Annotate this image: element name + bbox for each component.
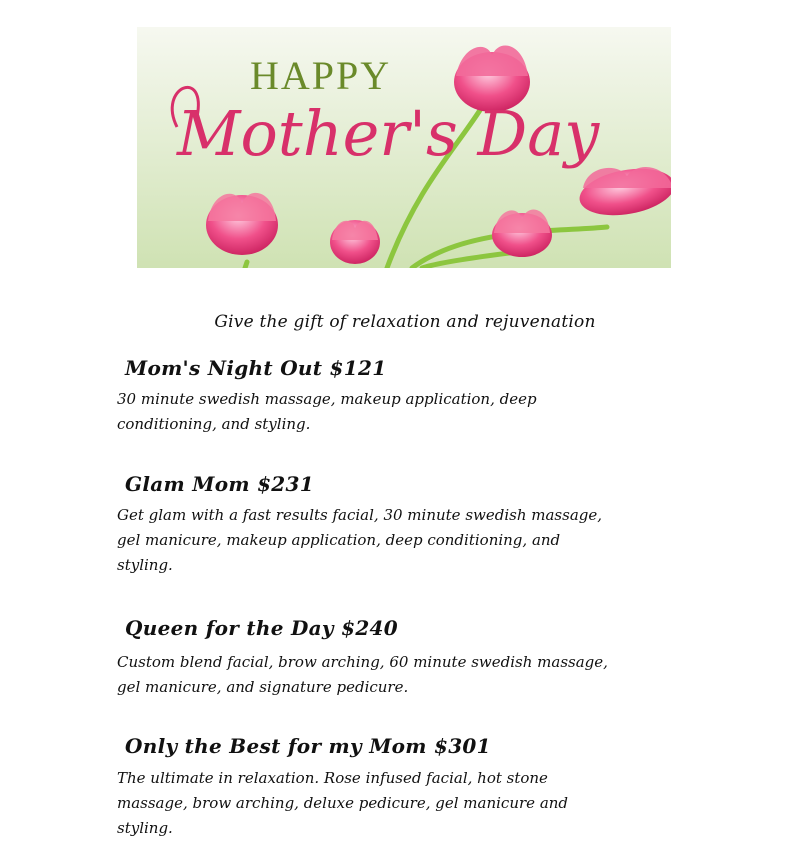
package-description [117, 387, 717, 437]
description-line: styling. [117, 556, 173, 574]
package-title: Mom's Night Out $121 [125, 356, 387, 380]
package-description [117, 766, 717, 841]
banner-mothers-day-text: Mother's Day [177, 97, 600, 170]
package-description [117, 503, 717, 578]
package-description [117, 650, 717, 700]
package-title: Queen for the Day $240 [125, 616, 398, 640]
description-line: styling. [117, 819, 173, 837]
description-line: Get glam with a fast results facial, 30 minute swedish massage, [117, 506, 603, 524]
description-line: massage, brow arching, deluxe pedicure, gel manicure and [117, 794, 569, 812]
banner-graphic [137, 27, 671, 268]
description-line: conditioning, and styling. [117, 415, 311, 433]
description-line: 30 minute swedish massage, makeup application, deep [117, 390, 537, 408]
description-line: gel manicure, and signature pedicure. [117, 678, 409, 696]
banner-happy-text: HAPPY [250, 53, 392, 98]
description-line: Custom blend facial, brow arching, 60 minute swedish massage, [117, 653, 608, 671]
tagline: Give the gift of relaxation and rejuvenation [214, 312, 596, 332]
description-line: gel manicure, makeup application, deep conditioning, and [117, 531, 561, 549]
mothers-day-banner [137, 27, 671, 268]
package-title: Only the Best for my Mom $301 [125, 734, 491, 758]
description-line: The ultimate in relaxation. Rose infused facial, hot stone [117, 769, 548, 787]
package-title: Glam Mom $231 [125, 472, 314, 496]
